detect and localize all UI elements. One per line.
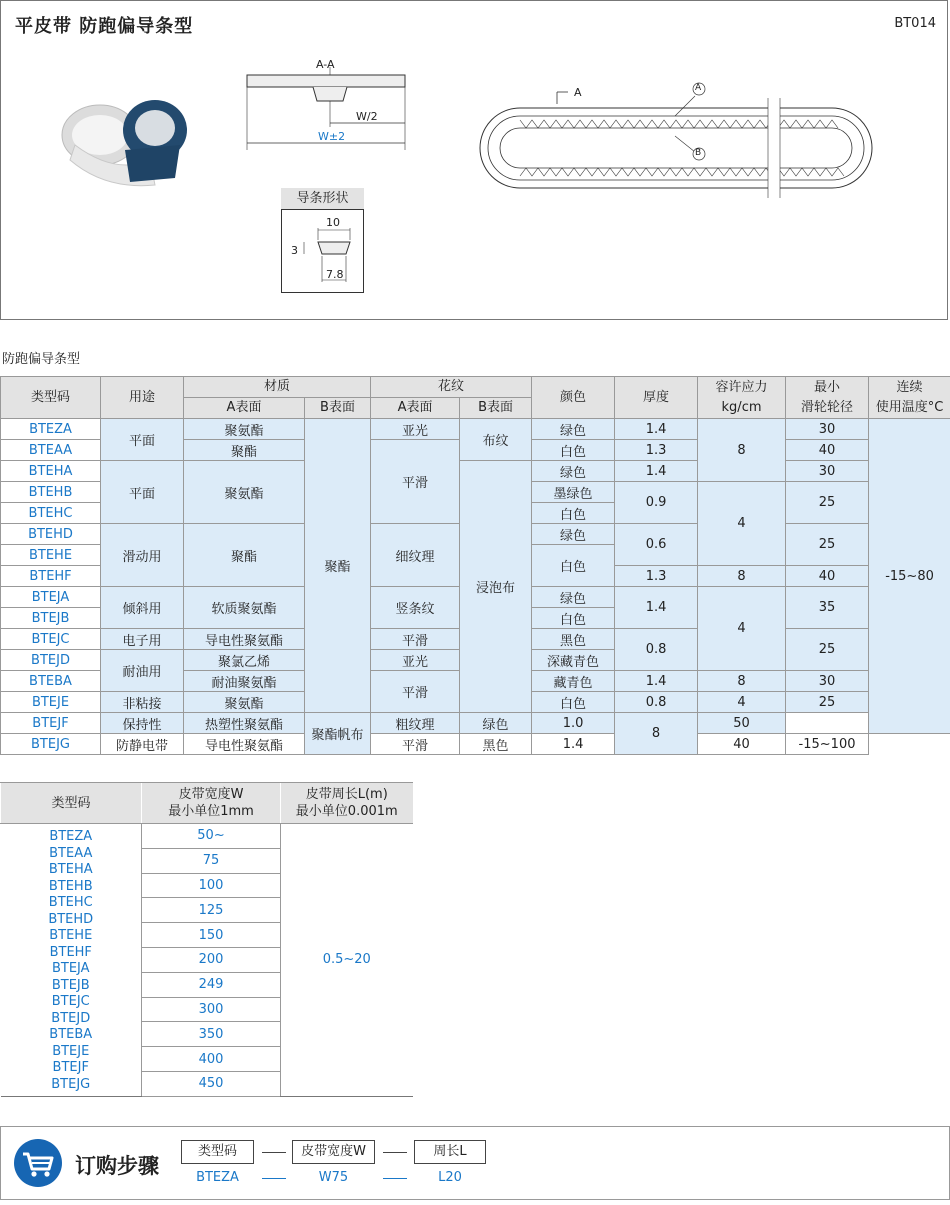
th-pat-a: A表面 [371, 398, 460, 419]
mat-b-cell: 聚酯 [305, 419, 371, 713]
pulley-cell: 30 [786, 461, 869, 482]
mat-a-cell: 导电性聚氨酯 [184, 629, 305, 650]
type-code: BTEBA [1, 671, 101, 692]
tension-cell: 8 [615, 713, 698, 755]
value-connector [383, 1178, 407, 1179]
color-cell: 绿色 [532, 587, 615, 608]
th-mat-b: B表面 [305, 398, 371, 419]
type-code: BTEJA [1, 587, 101, 608]
th-mat-a: A表面 [184, 398, 305, 419]
pulley-cell: 25 [786, 482, 869, 524]
view-arrow-label: A [574, 86, 582, 99]
color-cell: 白色 [532, 503, 615, 524]
type-code: BTEHD [1, 524, 101, 545]
pulley-cell: 30 [786, 419, 869, 440]
spec-table [0, 376, 950, 755]
pat-a-cell: 细纹理 [371, 524, 460, 587]
pat-b-cell: 浸泡布 [460, 461, 532, 713]
type-code: BTEJF [1, 713, 101, 734]
order-value-width: W75 [318, 1170, 349, 1185]
color-cell: 白色 [532, 545, 615, 587]
type-code: BTEJC [1, 629, 101, 650]
pat-b-cell: 布纹 [460, 419, 532, 461]
width-label: W±2 [318, 130, 346, 143]
size-code-list [1, 824, 142, 1097]
order-value-length: L20 [438, 1170, 462, 1185]
th-size-length: 皮带周长L(m) 最小单位0.001m [281, 783, 413, 824]
section-title: 防跑偏导条型 [2, 352, 81, 367]
width-value: 100 [142, 873, 281, 898]
type-code: BTEJE [1, 692, 101, 713]
size-code: BTEHF [49, 944, 92, 960]
mat-a-cell: 热塑性聚氨酯 [184, 713, 305, 734]
pat-a-cell: 粗纹理 [371, 713, 460, 734]
order-value-code: BTEZA [196, 1170, 239, 1185]
thickness-cell: 1.4 [532, 734, 615, 755]
size-code: BTEBA [49, 1027, 93, 1042]
length-value: 0.5~20 [281, 824, 413, 1097]
color-cell: 深藏青色 [532, 650, 615, 671]
page-title: 平皮带 防跑偏导条型 [15, 16, 194, 37]
shape-bottom-dim: 7.8 [326, 268, 344, 281]
size-table [0, 782, 413, 1097]
callout-b: B [695, 148, 702, 158]
pulley-cell: 25 [786, 692, 869, 713]
use-cell: 防静电带 [101, 734, 184, 755]
callout-a: A [695, 83, 702, 93]
width-value: 200 [142, 947, 281, 972]
color-cell: 墨绿色 [532, 482, 615, 503]
color-cell: 白色 [532, 608, 615, 629]
tension-cell: 4 [698, 587, 786, 671]
use-cell: 倾斜用 [101, 587, 184, 629]
belt-loop-drawing [470, 80, 880, 200]
type-code: BTEHB [1, 482, 101, 503]
color-cell: 黑色 [460, 734, 532, 755]
use-cell: 滑动用 [101, 524, 184, 587]
pat-a-cell: 竖条纹 [371, 587, 460, 629]
type-code: BTEHA [1, 461, 101, 482]
half-width-label: W/2 [356, 110, 378, 123]
size-code: BTEJC [51, 994, 90, 1009]
th-size-width: 皮带宽度W 最小单位1mm [142, 783, 281, 824]
pulley-cell: 40 [786, 566, 869, 587]
mat-a-cell: 聚氨酯 [184, 692, 305, 713]
color-cell: 绿色 [532, 419, 615, 440]
tension-cell: 4 [698, 482, 786, 566]
pat-a-cell: 平滑 [371, 440, 460, 524]
size-code: BTEJD [51, 1010, 91, 1026]
product-code: BT014 [894, 16, 936, 31]
thickness-cell: 0.9 [615, 482, 698, 524]
tension-cell: 8 [698, 566, 786, 587]
th-color: 颜色 [532, 377, 615, 419]
width-value: 50~ [142, 824, 281, 849]
pulley-cell: 30 [786, 671, 869, 692]
order-step-length: 周长L [414, 1140, 486, 1164]
type-code: BTEHE [1, 545, 101, 566]
size-code: BTEJF [52, 1060, 89, 1075]
width-value: 300 [142, 997, 281, 1022]
pulley-cell: 35 [786, 587, 869, 629]
th-use: 用途 [101, 377, 184, 419]
color-cell: 白色 [532, 440, 615, 461]
thickness-cell: 0.6 [615, 524, 698, 566]
section-label: A-A [316, 58, 335, 71]
tension-cell: 4 [698, 692, 786, 713]
size-code: BTEHB [48, 878, 93, 894]
use-cell: 保持性 [101, 713, 184, 734]
th-pattern: 花纹 [371, 377, 532, 398]
th-size-code: 类型码 [1, 783, 142, 824]
table-row [1, 734, 950, 755]
color-cell: 绿色 [460, 713, 532, 734]
width-value: 450 [142, 1071, 281, 1096]
cart-icon [14, 1139, 62, 1187]
color-cell: 黑色 [532, 629, 615, 650]
type-code: BTEJD [1, 650, 101, 671]
shape-height-dim: 3 [291, 244, 298, 257]
thickness-cell: 1.0 [532, 713, 615, 734]
type-code: BTEHC [1, 503, 101, 524]
pat-a-cell: 平滑 [371, 629, 460, 650]
pulley-cell: 40 [698, 734, 786, 755]
pulley-cell: 50 [698, 713, 786, 734]
mat-b-cell: 聚酯帆布 [305, 713, 371, 755]
use-cell: 耐油用 [101, 650, 184, 692]
width-value: 249 [142, 972, 281, 997]
thickness-cell: 1.4 [615, 461, 698, 482]
use-cell: 平面 [101, 461, 184, 524]
size-code: BTEHC [48, 895, 93, 910]
size-code: BTEHA [48, 862, 93, 877]
color-cell: 绿色 [532, 461, 615, 482]
order-step-width: 皮带宽度W [292, 1140, 375, 1164]
size-code: BTEJE [52, 1043, 90, 1059]
table-row [1, 713, 950, 734]
type-code: BTEJG [1, 734, 101, 755]
shape-top-dim: 10 [326, 216, 340, 229]
width-value: 150 [142, 923, 281, 948]
color-cell: 藏青色 [532, 671, 615, 692]
pat-a-cell: 亚光 [371, 650, 460, 671]
width-value: 75 [142, 848, 281, 873]
type-code: BTEHF [1, 566, 101, 587]
th-pat-b: B表面 [460, 398, 532, 419]
mat-a-cell: 聚酯 [184, 440, 305, 461]
use-cell: 平面 [101, 419, 184, 461]
value-connector [262, 1178, 286, 1179]
size-code: BTEJG [51, 1076, 91, 1092]
size-code: BTEHE [49, 928, 93, 943]
thickness-cell: 1.4 [615, 671, 698, 692]
thickness-cell: 1.4 [615, 587, 698, 629]
mat-a-cell: 聚氨酯 [184, 419, 305, 440]
use-cell: 电子用 [101, 629, 184, 650]
thickness-cell: 1.3 [615, 440, 698, 461]
size-code: BTEHD [48, 911, 94, 927]
mat-a-cell: 软质聚氨酯 [184, 587, 305, 629]
temp-cell: -15~80 [869, 419, 950, 734]
color-cell: 绿色 [532, 524, 615, 545]
size-code: BTEJA [51, 961, 90, 976]
mat-a-cell: 耐油聚氨酯 [184, 671, 305, 692]
size-code: BTEJB [51, 977, 90, 993]
pulley-cell: 40 [786, 440, 869, 461]
table-row [1, 419, 950, 440]
width-value: 350 [142, 1022, 281, 1047]
shape-title: 导条形状 [281, 188, 364, 210]
pat-a-cell: 平滑 [371, 734, 460, 755]
step-connector [383, 1152, 407, 1153]
th-tension: 容许应力 kg/cm [698, 377, 786, 419]
order-step-code: 类型码 [181, 1140, 254, 1164]
mat-a-cell: 聚氨酯 [184, 461, 305, 524]
pulley-cell: 25 [786, 524, 869, 566]
width-value: 125 [142, 898, 281, 923]
type-code: BTEZA [1, 419, 101, 440]
order-title: 订购步骤 [75, 1154, 159, 1178]
mat-a-cell: 聚氯乙烯 [184, 650, 305, 671]
mat-a-cell: 聚酯 [184, 524, 305, 587]
belt-photo [55, 90, 195, 190]
step-connector [262, 1152, 286, 1153]
tension-cell: 8 [698, 671, 786, 692]
th-temp: 连续 使用温度°C [869, 377, 950, 419]
use-cell: 非粘接 [101, 692, 184, 713]
thickness-cell: 0.8 [615, 692, 698, 713]
size-code: BTEAA [49, 845, 93, 861]
pat-a-cell: 平滑 [371, 671, 460, 713]
size-code: BTEZA [49, 829, 93, 844]
pulley-cell: 25 [786, 629, 869, 671]
th-pulley: 最小 滑轮轮径 [786, 377, 869, 419]
th-material: 材质 [184, 377, 371, 398]
thickness-cell: 1.3 [615, 566, 698, 587]
thickness-cell: 1.4 [615, 419, 698, 440]
th-code: 类型码 [1, 377, 101, 419]
type-code: BTEJB [1, 608, 101, 629]
type-code: BTEAA [1, 440, 101, 461]
width-value: 400 [142, 1047, 281, 1072]
temp-cell: -15~100 [786, 734, 869, 755]
pat-a-cell: 亚光 [371, 419, 460, 440]
tension-cell: 8 [698, 419, 786, 482]
thickness-cell: 0.8 [615, 629, 698, 671]
mat-a-cell: 导电性聚氨酯 [184, 734, 305, 755]
color-cell: 白色 [532, 692, 615, 713]
th-thickness: 厚度 [615, 377, 698, 419]
table-row [1, 461, 950, 482]
